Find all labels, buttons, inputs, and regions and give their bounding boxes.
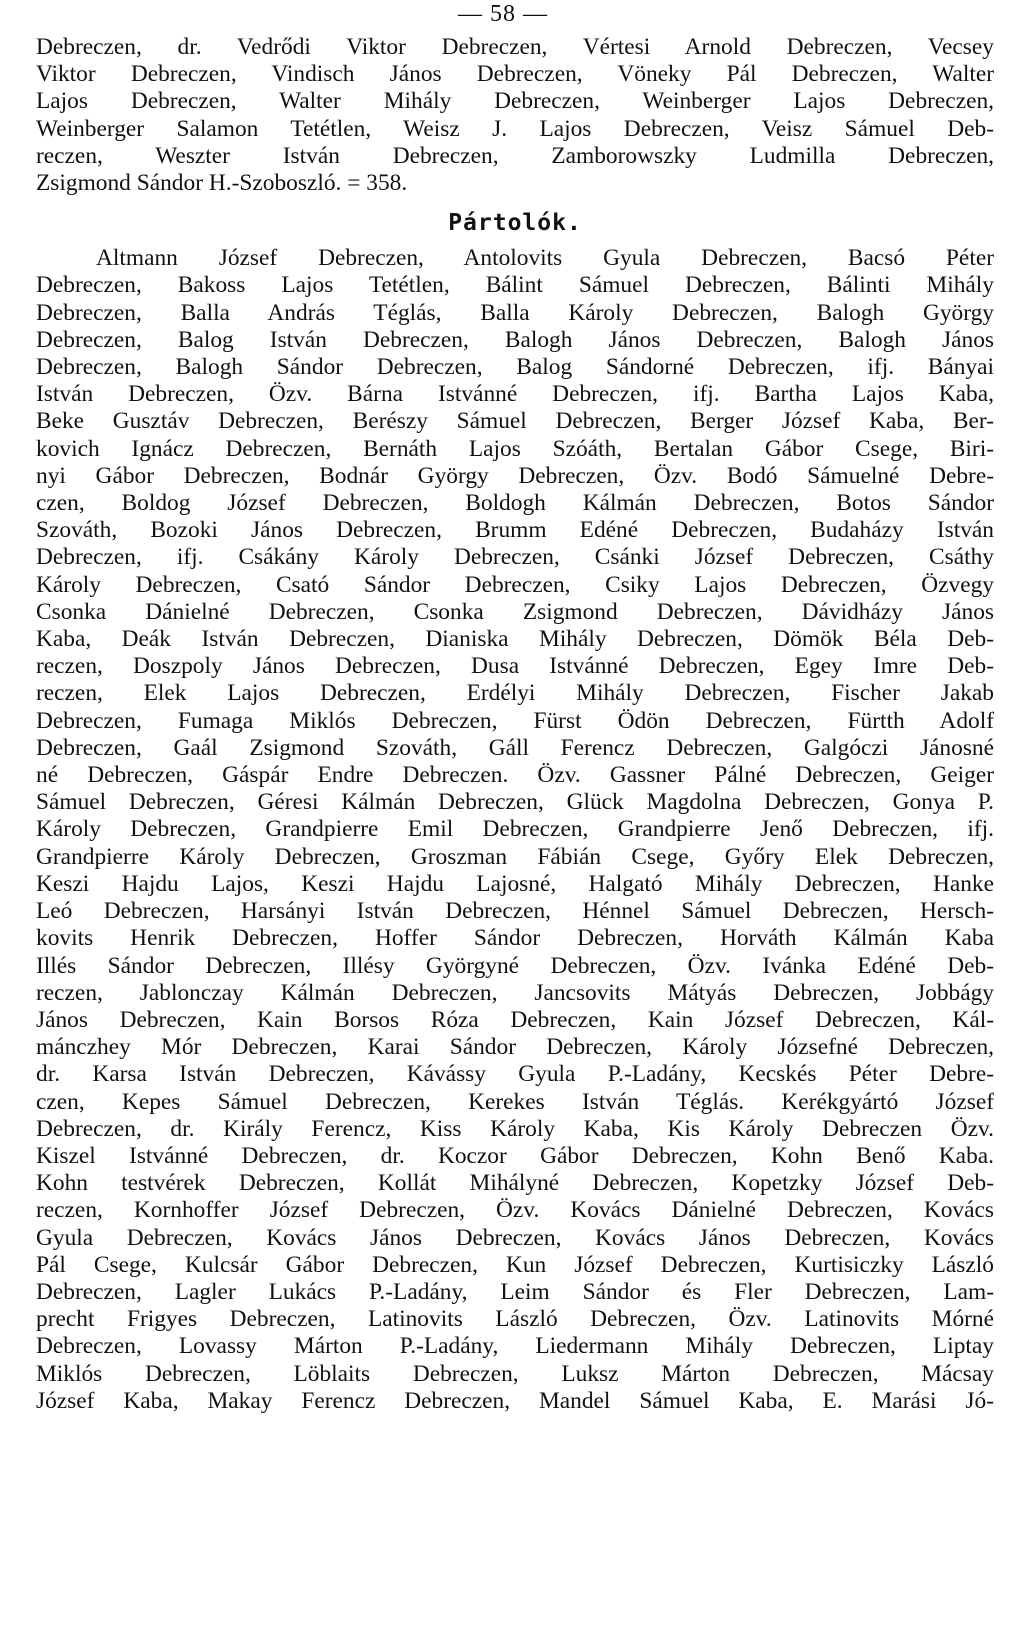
supporters-list-section bbox=[36, 245, 994, 1415]
text-line: né Debreczen, Gáspár Endre Debreczen. Özv. Gassner Pálné Debreczen, Geiger bbox=[36, 762, 994, 789]
text-line: Debreczen, Balog István Debreczen, Balogh János Debreczen, Balogh János bbox=[36, 326, 994, 353]
text-line: Viktor Debreczen, Vindisch János Debreczen, Vöneky Pál Debreczen, Walter bbox=[36, 61, 994, 88]
text-line: reczen, Doszpoly János Debreczen, Dusa Istvánné Debreczen, Egey Imre Deb- bbox=[36, 653, 994, 680]
text-line: kovits Henrik Debreczen, Hoffer Sándor Debreczen, Horváth Kálmán Kaba bbox=[36, 925, 994, 952]
text-line: reczen, Elek Lajos Debreczen, Erdélyi Mihály Debreczen, Fischer Jakab bbox=[36, 680, 994, 707]
text-line: Debreczen, Bakoss Lajos Tetétlen, Bálint Sámuel Debreczen, Bálinti Mihály bbox=[36, 272, 994, 299]
text-line: Csonka Dánielné Debreczen, Csonka Zsigmond Debreczen, Dávidházy János bbox=[36, 598, 994, 625]
text-line: Debreczen, dr. Vedrődi Viktor Debreczen, Vértesi Arnold Debreczen, Vecsey bbox=[36, 34, 994, 60]
text-line: nyi Gábor Debreczen, Bodnár György Debreczen, Özv. Bodó Sámuelné Debre- bbox=[36, 462, 994, 489]
text-line: Keszi Hajdu Lajos, Keszi Hajdu Lajosné, Halgató Mihály Debreczen, Hanke bbox=[36, 870, 994, 897]
text-line: Beke Gusztáv Debreczen, Berészy Sámuel Debreczen, Berger József Kaba, Ber- bbox=[36, 408, 994, 435]
section-heading: Pártolók. bbox=[448, 210, 582, 237]
text-line: Grandpierre Károly Debreczen, Groszman Fábián Csege, Győry Elek Debreczen, bbox=[36, 843, 994, 870]
text-line: Károly Debreczen, Csató Sándor Debreczen, Csiky Lajos Debreczen, Özvegy bbox=[36, 571, 994, 598]
text-line: kovich Ignácz Debreczen, Bernáth Lajos Szóáth, Bertalan Gábor Csege, Biri- bbox=[36, 435, 994, 462]
text-line: Miklós Debreczen, Löblaits Debreczen, Luksz Márton Debreczen, Mácsay bbox=[36, 1360, 994, 1387]
text-line: Zsigmond Sándor H.-Szoboszló. = 358. bbox=[36, 170, 408, 197]
text-line: Gyula Debreczen, Kovács János Debreczen, Kovács János Debreczen, Kovács bbox=[36, 1224, 994, 1251]
text-line: reczen, Jablonczay Kálmán Debreczen, Jancsovits Mátyás Debreczen, Jobbágy bbox=[36, 979, 994, 1006]
text-line: Debreczen, dr. Király Ferencz, Kiss Károly Kaba, Kis Károly Debreczen Özv. bbox=[36, 1115, 994, 1142]
text-line: István Debreczen, Özv. Bárna Istvánné Debreczen, ifj. Bartha Lajos Kaba, bbox=[36, 381, 994, 408]
text-line: Károly Debreczen, Grandpierre Emil Debreczen, Grandpierre Jenő Debreczen, ifj. bbox=[36, 816, 994, 843]
text-line: reczen, Weszter István Debreczen, Zamborowszky Ludmilla Debreczen, bbox=[36, 142, 994, 169]
text-line: precht Frigyes Debreczen, Latinovits László Debreczen, Özv. Latinovits Mórné bbox=[36, 1306, 994, 1333]
text-line: József Kaba, Makay Ferencz Debreczen, Mandel Sámuel Kaba, E. Marási Jó- bbox=[36, 1387, 994, 1414]
text-line: Debreczen, Lovassy Márton P.-Ladány, Liedermann Mihály Debreczen, Liptay bbox=[36, 1333, 994, 1360]
text-line: Debreczen, ifj. Csákány Károly Debreczen, Csánki József Debreczen, Csáthy bbox=[36, 544, 994, 571]
text-line: Debreczen, Fumaga Miklós Debreczen, Fürst Ödön Debreczen, Fürtth Adolf bbox=[36, 707, 994, 734]
text-line: Szováth, Bozoki János Debreczen, Brumm Edéné Debreczen, Budaházy István bbox=[36, 517, 994, 544]
text-line: Kohn testvérek Debreczen, Kollát Mihályné Debreczen, Kopetzky József Deb- bbox=[36, 1170, 994, 1197]
text-line: Sámuel Debreczen, Géresi Kálmán Debreczen, Glück Magdolna Debreczen, Gonya P. bbox=[36, 789, 994, 816]
text-line: Debreczen, Lagler Lukács P.-Ladány, Leim Sándor és Fler Debreczen, Lam- bbox=[36, 1278, 994, 1305]
text-line: Debreczen, Gaál Zsigmond Szováth, Gáll Ferencz Debreczen, Galgóczi Jánosné bbox=[36, 734, 994, 761]
text-line: Debreczen, Balla András Téglás, Balla Károly Debreczen, Balogh György bbox=[36, 299, 994, 326]
text-line: Pál Csege, Kulcsár Gábor Debreczen, Kun József Debreczen, Kurtisiczky László bbox=[36, 1251, 994, 1278]
text-line: reczen, Kornhoffer József Debreczen, Özv. Kovács Dánielné Debreczen, Kovács bbox=[36, 1197, 994, 1224]
text-line: dr. Karsa István Debreczen, Kávássy Gyula P.-Ladány, Kecskés Péter Debre- bbox=[36, 1061, 994, 1088]
text-line: Lajos Debreczen, Walter Mihály Debreczen, Weinberger Lajos Debreczen, bbox=[36, 88, 994, 115]
text-line: czen, Boldog József Debreczen, Boldogh Kálmán Debreczen, Botos Sándor bbox=[36, 490, 994, 517]
text-line: Leó Debreczen, Harsányi István Debreczen, Hénnel Sámuel Debreczen, Hersch- bbox=[36, 898, 994, 925]
text-line: czen, Kepes Sámuel Debreczen, Kerekes István Téglás. Kerékgyártó József bbox=[36, 1088, 994, 1115]
document-page bbox=[36, 0, 994, 1415]
text-line: Kiszel Istvánné Debreczen, dr. Koczor Gábor Debreczen, Kohn Benő Kaba. bbox=[36, 1142, 994, 1169]
page-number: — 58 — bbox=[458, 1, 548, 27]
text-line: Debreczen, Balogh Sándor Debreczen, Balog Sándorné Debreczen, ifj. Bányai bbox=[36, 354, 994, 381]
text-line: Altmann József Debreczen, Antolovits Gyula Debreczen, Bacsó Péter bbox=[96, 245, 994, 272]
text-line: mánczhey Mór Debreczen, Karai Sándor Debreczen, Károly Józsefné Debreczen, bbox=[36, 1034, 994, 1061]
member-list-section bbox=[36, 34, 994, 197]
text-line: Kaba, Deák István Debreczen, Dianiska Mihály Debreczen, Dömök Béla Deb- bbox=[36, 626, 994, 653]
text-line: Illés Sándor Debreczen, Illésy Györgyné Debreczen, Özv. Ivánka Edéné Deb- bbox=[36, 952, 994, 979]
text-line: János Debreczen, Kain Borsos Róza Debreczen, Kain József Debreczen, Kál- bbox=[36, 1006, 994, 1033]
text-line: Weinberger Salamon Tetétlen, Weisz J. Lajos Debreczen, Veisz Sámuel Deb- bbox=[36, 115, 994, 142]
